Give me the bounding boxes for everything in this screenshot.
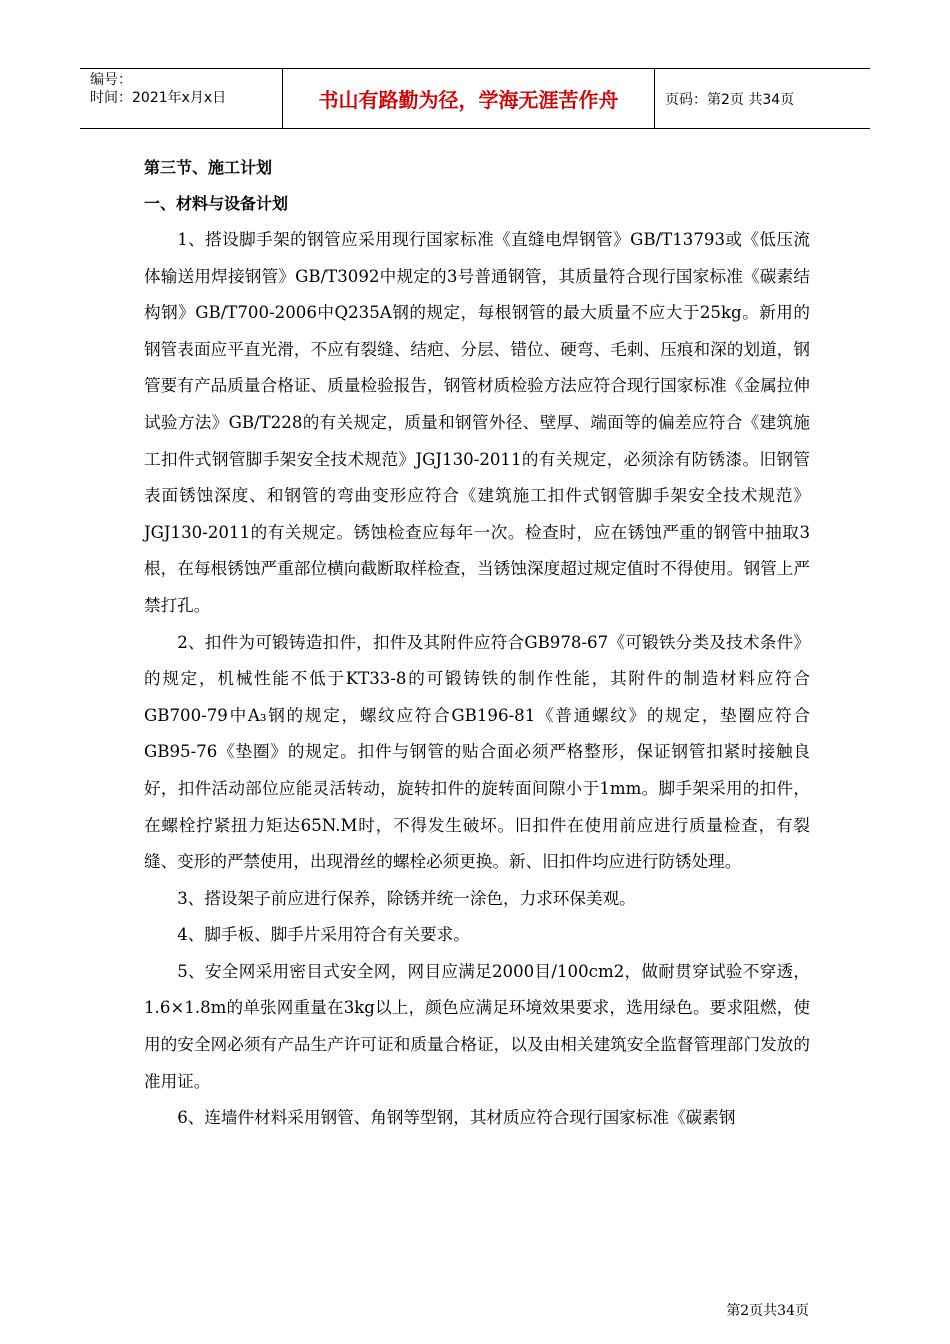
- paragraph-3: 3、搭设架子前应进行保养，除锈并统一涂色，力求环保美观。: [177, 888, 636, 908]
- paragraph-2: 2、扣件为可锻铸造扣件，扣件及其附件应符合GB978-67《可锻铁分类及技术条件》的规定，机械性能不低于KT33-8的可锻铸铁的制作性能，其附件的制造材料应符合GB700-79中A₃钢的规定，螺纹应符合GB196-81《普通螺纹》的规定，垫圈应符合GB95-76《垫圈》的规定。扣件与钢管的贴合面必须严格整形，保证钢管扣紧时接触良好，扣件活动部位应能灵活转动，旋转扣件的旋转面间隙小于1mm。脚手架采用的扣件，在螺栓拧紧扭力矩达65N.M时，不得发生破坏。旧扣件在使用前应进行质量检查，有裂缝、变形的严禁使用，出现滑丝的螺栓必须更换。新、旧扣件均应进行防锈处理。: [144, 632, 810, 872]
- header-meta: [80, 69, 283, 128]
- paragraph-6: 6、连墙件材料采用钢管、角钢等型钢，其材质应符合现行国家标准《碳素钢: [177, 1108, 736, 1128]
- document-body: [144, 150, 810, 1137]
- section-title: 第三节、施工计划: [144, 158, 273, 177]
- header-motto: 书山有路勤为径，学海无涯苦作舟: [283, 69, 655, 128]
- page-footer: 第2页共34页: [726, 1303, 809, 1319]
- paragraph-4: 4、脚手板、脚手片采用符合有关要求。: [177, 925, 470, 945]
- code-label: 编号：: [90, 72, 132, 88]
- paragraph-5: 5、安全网采用密目式安全网，网目应满足2000目/100cm2，做耐贯穿试验不穿透，1.6×1.8m的单张网重量在3kg以上，颜色应满足环境效果要求，选用绿色。要求阻燃，使用的安全网必须有产品生产许可证和质量合格证，以及由相关建筑安全监督管理部门发放的准用证。: [144, 961, 810, 1091]
- subsection-title: 一、材料与设备计划: [144, 194, 289, 213]
- page-header: [80, 68, 870, 129]
- date-label: 时间：2021年x月x日: [90, 90, 227, 106]
- header-page-number: 页码：第2页 共34页: [665, 91, 795, 108]
- paragraph-1: 1、搭设脚手架的钢管应采用现行国家标准《直缝电焊钢管》GB/T13793或《低压流体输送用焊接钢管》GB/T3092中规定的3号普通钢管，其质量符合现行国家标准《碳素结构钢》GB/T700-2006中Q235A钢的规定，每根钢管的最大质量不应大于25kg。新用的钢管表面应平直光滑，不应有裂缝、结疤、分层、错位、硬弯、毛刺、压痕和深的划道，钢管要有产品质量合格证、质量检验报告，钢管材质检验方法应符合现行国家标准《金属拉伸试验方法》GB/T228的有关规定，质量和钢管外径、壁厚、端面等的偏差应符合《建筑施工扣件式钢管脚手架安全技术规范》JGJ130-2011的有关规定，必须涂有防锈漆。旧钢管表面锈蚀深度、和钢管的弯曲变形应符合《建筑施工扣件式钢管脚手架安全技术规范》JGJ130-2011的有关规定。锈蚀检查应每年一次。检查时，应在锈蚀严重的钢管中抽取3根，在每根锈蚀严重部位横向截断取样检查，当锈蚀深度超过规定值时不得使用。钢管上严禁打孔。: [144, 230, 810, 615]
